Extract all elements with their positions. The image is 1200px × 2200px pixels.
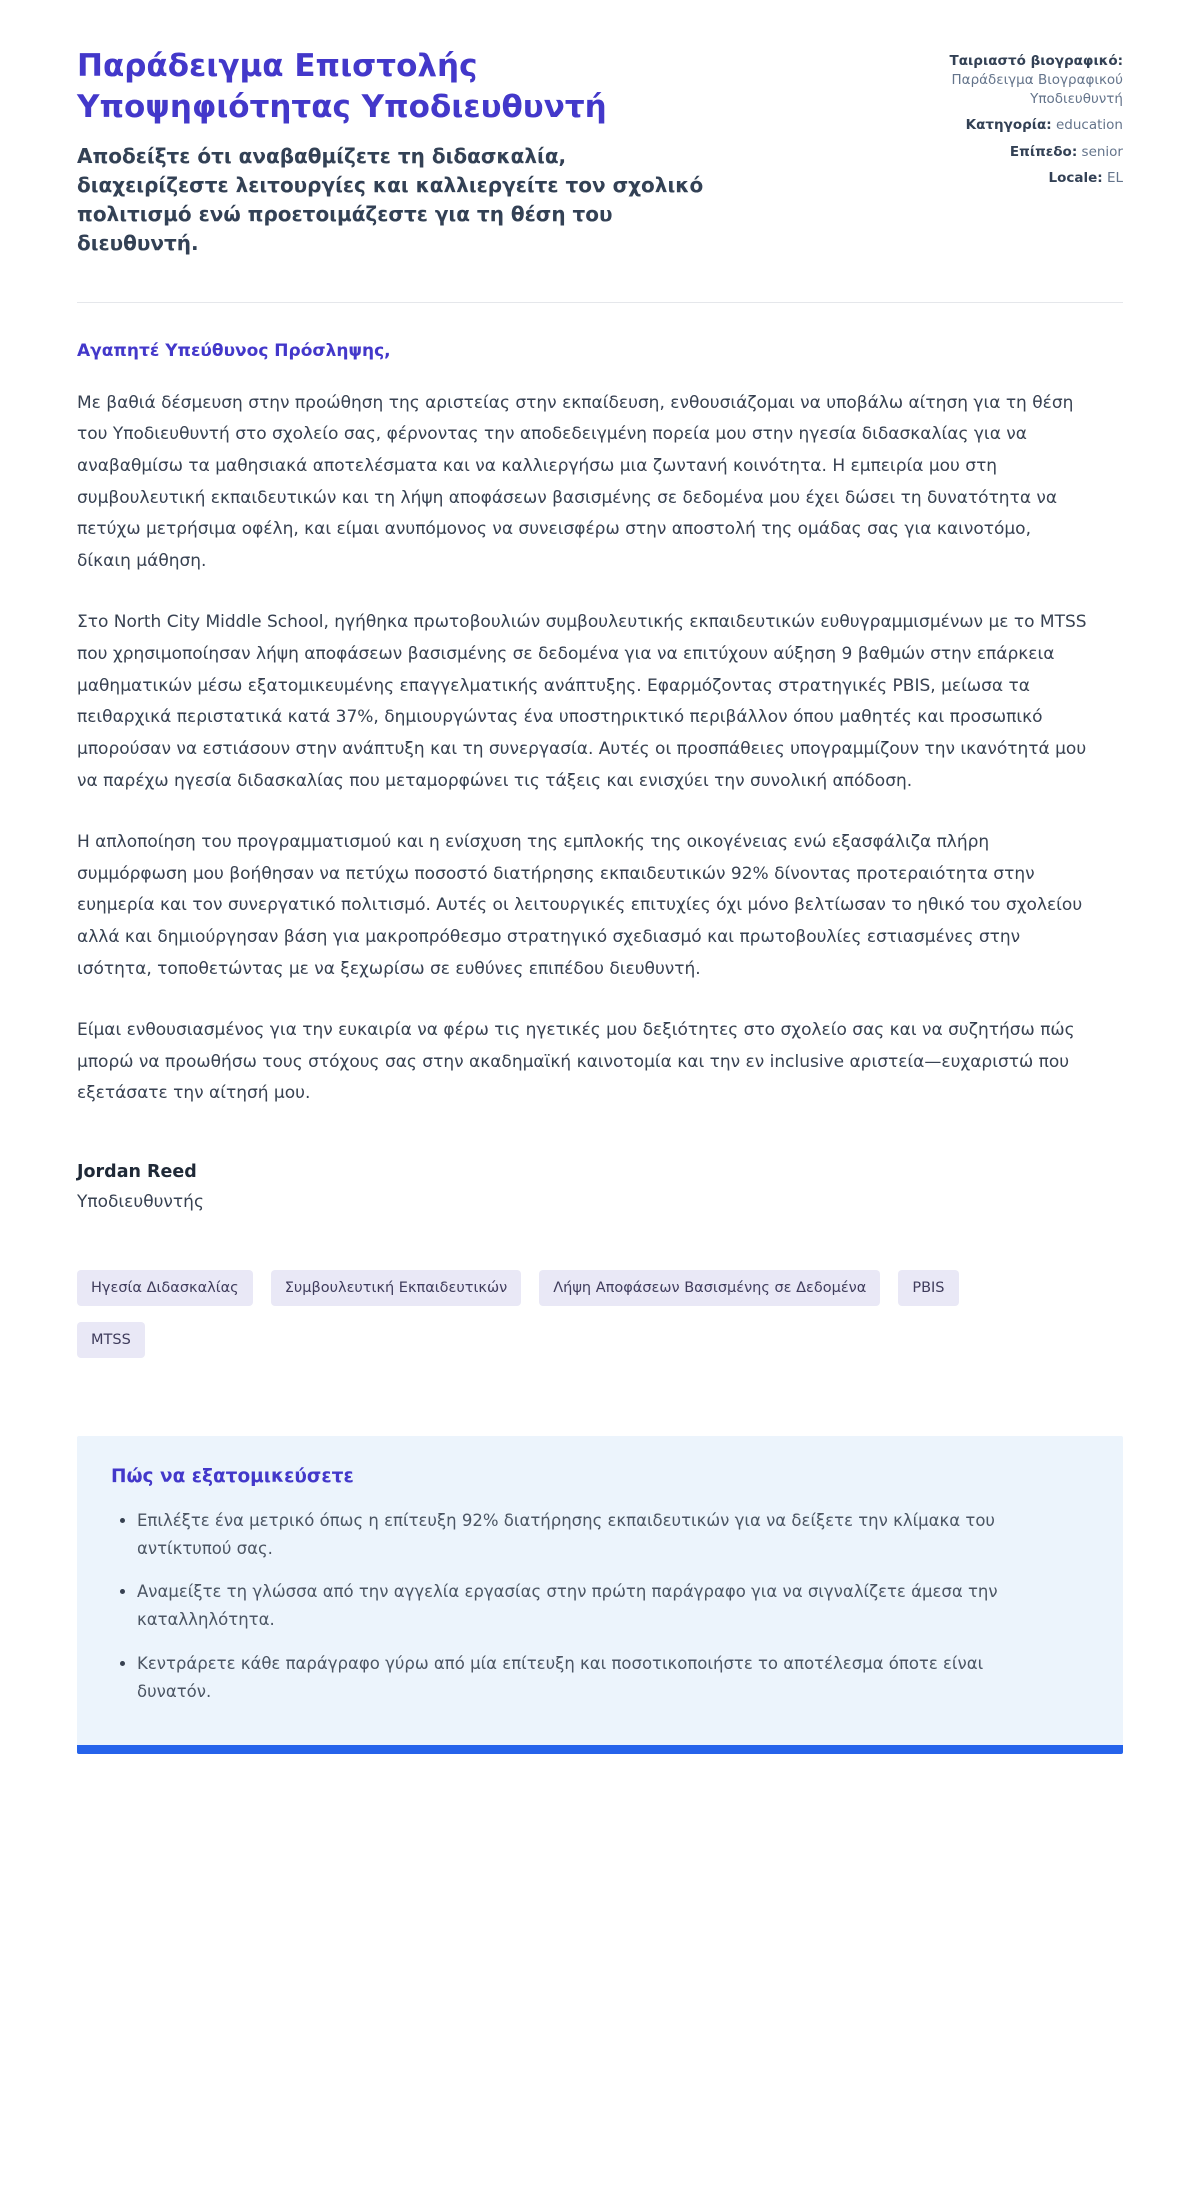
tag-chip: MTSS bbox=[77, 1322, 145, 1358]
letter-paragraph: Με βαθιά δέσμευση στην προώθηση της αριστείας στην εκπαίδευση, ενθουσιάζομαι να υποβάλω αίτηση για τη θέση του Υποδιευθυντή στο σχολείο σας, φέρνοντας την αποδεδειγμένη πορεία μου στην ηγεσία διδασκαλίας για να αναβαθμίσω τα μαθησιακά αποτελέσματα και να καλλιεργήσω μια ζωντανή κοινότητα. Η εμπειρία μου στη συμβουλευτική εκπαιδευτικών και τη λήψη αποφάσεων βασισμένης σε δεδομένα μου έχει δώσει τη δυνατότητα να πετύχω μετρήσιμα οφέλη, και είμαι ανυπόμονος να συνεισφέρω στην αποστολή της ομάδας σας για καινοτόμο, δίκαιη μάθηση. bbox=[77, 392, 1074, 571]
header-title-block bbox=[77, 46, 717, 258]
letter-paragraph: Η απλοποίηση του προγραμματισμού και η ενίσχυση της εμπλοκής της οικογένειας ενώ εξασφάλιζα πλήρη συμμόρφωση μου βοήθησαν να πετύχω ποσοστό διατήρησης εκπαιδευτικών 92% δίνοντας προτεραιότητα στην ευημερία και τον συνεργατικό πολιτισμό. Αυτές οι λειτουργικές επιτυχίες όχι μόνο βελτίωσαν το ηθικό του σχολείου αλλά και δημιούργησαν βάση για μακροπρόθεσμο στρατηγικό σχεδιασμό και πρωτοβουλίες εστιασμένες στην ισότητα, τοποθετώντας με να ξεχωρίσω σε ευθύνες επιπέδου διευθυντή. bbox=[77, 832, 1083, 979]
meta-matching-resume bbox=[891, 52, 1123, 109]
tip-item: • Αναμείξτε τη γλώσσα από την αγγελία εργασίας στην πρώτη παράγραφο για να σιγναλίζετε άμεσα την καταλληλότητα. bbox=[137, 1578, 1037, 1633]
tag-list bbox=[77, 1270, 977, 1358]
header-divider bbox=[77, 302, 1123, 303]
signature-name: Jordan Reed bbox=[77, 1162, 197, 1182]
signature-job-title: Υποδιευθυντής bbox=[77, 1192, 204, 1212]
meta-panel bbox=[891, 46, 1123, 195]
meta-level-value: senior bbox=[1081, 143, 1123, 160]
meta-locale-value: EL bbox=[1106, 169, 1123, 186]
meta-resume-value: Παράδειγμα Βιογραφικού Υποδιευθυντή bbox=[951, 72, 1123, 108]
meta-locale-label: Locale: bbox=[1048, 169, 1103, 186]
tip-item: • Κεντράρετε κάθε παράγραφο γύρω από μία επίτευξη και ποσοτικοποιήστε το αποτέλεσμα όποτε είναι δυνατόν. bbox=[137, 1650, 1037, 1705]
signature-block bbox=[77, 1162, 1123, 1212]
meta-level bbox=[891, 143, 1123, 162]
meta-locale bbox=[891, 169, 1123, 188]
letter-paragraph: Είμαι ενθουσιασμένος για την ευκαιρία να φέρω τις ηγετικές μου δεξιότητες στο σχολείο σας και να συζητήσω πώς μπορώ να προωθήσω τους στόχους σας στην ακαδημαϊκή καινοτομία και την εν inclusive αριστεία—ευχαριστώ που εξετάσατε την αίτησή μου. bbox=[77, 1020, 1075, 1104]
content-container bbox=[77, 0, 1123, 1754]
page-title: Παράδειγμα Επιστολής Υποψηφιότητας Υποδιευθυντή bbox=[77, 48, 607, 125]
meta-category-value: education bbox=[1056, 117, 1123, 134]
tag-chip: PBIS bbox=[898, 1270, 958, 1306]
tips-list bbox=[111, 1507, 1089, 1705]
tag-chip: Λήψη Αποφάσεων Βασισμένης σε Δεδομένα bbox=[539, 1270, 880, 1306]
letter-paragraph: Στο North City Middle School, ηγήθηκα πρωτοβουλιών συμβουλευτικής εκπαιδευτικών ευθυγραμμισμένων με το MTSS που χρησιμοποίησαν λήψη αποφάσεων βασισμένης σε δεδομένα για να επιτύχουν αύξηση 9 βαθμών στην επάρκεια μαθηματικών μέσω εξατομικευμένης επαγγελματικής ανάπτυξης. Εφαρμόζοντας στρατηγικές PBIS, μείωσα τα πειθαρχικά περιστατικά κατά 37%, δημιουργώντας ένα υποστηρικτικό περιβάλλον όπου μαθητές και προσωπικό μπορούσαν να εστιάσουν στην ανάπτυξη και τη συνεργασία. Αυτές οι προσπάθειες υπογραμμίζουν την ικανότητά μου να παρέχω ηγεσία διδασκαλίας που μεταμορφώνει τις τάξεις και ενισχύει την συνολική απόδοση. bbox=[77, 612, 1087, 791]
tag-chip: Συμβουλευτική Εκπαιδευτικών bbox=[271, 1270, 522, 1306]
customization-tips-box bbox=[77, 1436, 1123, 1754]
meta-category bbox=[891, 116, 1123, 135]
letter-greeting: Αγαπητέ Υπεύθυνος Πρόσληψης, bbox=[77, 340, 391, 361]
header bbox=[77, 46, 1123, 258]
meta-level-label: Επίπεδο: bbox=[1009, 143, 1078, 160]
meta-resume-label: Ταιριαστό βιογραφικό: bbox=[949, 53, 1123, 69]
tip-item: • Επιλέξτε ένα μετρικό όπως η επίτευξη 92% διατήρησης εκπαιδευτικών για να δείξετε την κλίμακα του αντίκτυπού σας. bbox=[137, 1507, 1037, 1562]
tag-chip: Ηγεσία Διδασκαλίας bbox=[77, 1270, 253, 1306]
meta-category-label: Κατηγορία: bbox=[965, 117, 1052, 134]
page-subtitle: Αποδείξτε ότι αναβαθμίζετε τη διδασκαλία, διαχειρίζεστε λειτουργίες και καλλιεργείτε τον σχολικό πολιτισμό ενώ προετοιμάζεστε για τη θέση του διευθυντή. bbox=[77, 143, 704, 255]
tips-title: Πώς να εξατομικεύσετε bbox=[111, 1466, 354, 1487]
